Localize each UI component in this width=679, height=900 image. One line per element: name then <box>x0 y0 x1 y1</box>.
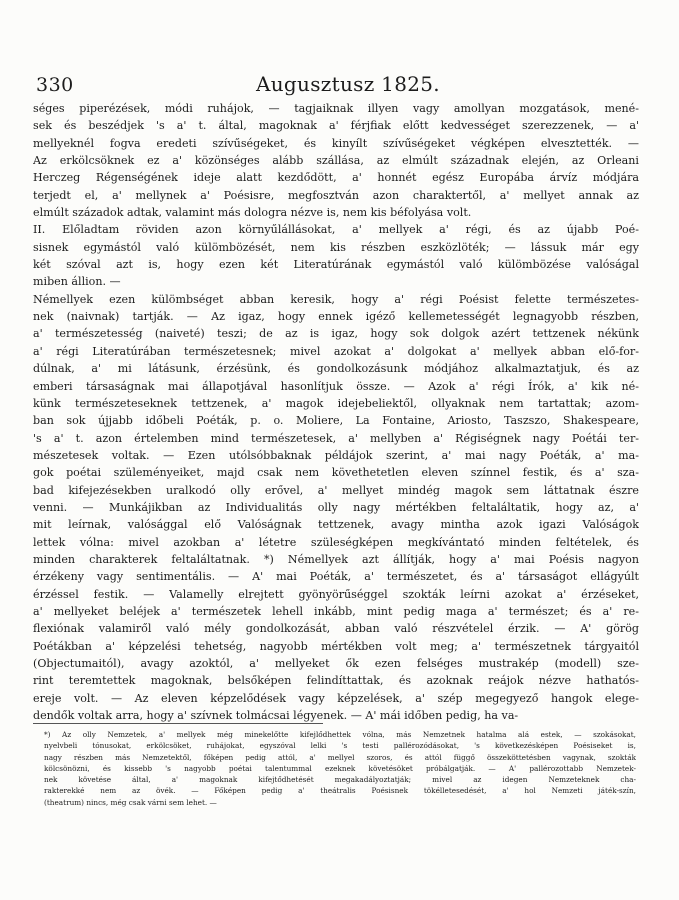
text-line: Poétákban a' képzelési tehetség, nagyobb mértékben volt meg; a' természetnek tárgyaitól <box>33 639 639 653</box>
text-line: a' természetesség (naiveté) teszi; de az is igaz, hogy sok dolgok azért tettzenek nékünk <box>33 327 639 341</box>
text-line: (Objectumaitól), avagy azoktól, a' mellyeket ők ezen felséges mustrakép (modell) sze- <box>33 657 639 670</box>
text-line: séges piperézések, módi ruhájok, — tagjaiknak illyen vagy amollyan mozgatások, mené- <box>33 102 639 115</box>
footnote-line: nyelvbeli tónusokat, erkölcsöket, ruhájokat, egyszóval lelki 's testi pallérozódásokat, 's következésképen Poésiseket is, <box>44 741 636 751</box>
footnote-line: nagy részben más Nemzetektől, főképen pedig attól, a' mellyel szoros, és attól függő összeköttetésben vagynak, szokták <box>44 752 636 762</box>
text-line: lettek vólna: mivel azokban a' létetre szüleségképen megkívántató minden feltételek, és <box>33 535 639 549</box>
text-line: mit leírnak, valósággal elő Valóságnak tettzenek, avagy mintha azok igazi Valóságok <box>33 518 639 532</box>
text-line: ban sok újjabb időbeli Poéták, p. o. Moliere, La Fontaine, Ariosto, Taszszo, Shakespeare, <box>33 414 639 428</box>
footnote-line: *) Az olly Nemzetek, a' mellyek még minekelőtte kifejlődhettek vólna, más Nemzetnek hatalma alá estek, — szokásokat, <box>44 730 636 739</box>
text-line: Herczeg Régenségének ideje alatt kezdődött, a' honnét egész Europába árvíz módjára <box>33 171 639 185</box>
text-line: mészetesek voltak. — Ezen utólsóbbaknak példájok szerint, a' mai nagy Poéták, a' ma- <box>33 448 639 462</box>
footnote-line: nek követése által, a' magoknak kifejtődhetését megakadályoztatják; mivel az idegen Nemzeteknek cha- <box>44 775 636 785</box>
text-line: sek és beszédjek 's a' t. által, magoknak a' férjfiak előtt kedvességet szerezzenek, — a' <box>33 119 639 133</box>
text-line: 's a' t. azon értelemben mind természetesek, a' mellyben a' Régiségnek nagy Poétái ter- <box>33 431 639 445</box>
text-line: érzékeny vagy sentimentális. — A' mai Poéták, a' természetet, és a' társaságot ellágyúlt <box>33 570 639 584</box>
text-line: terjedt el, a' mellynek a' Poésisre, megfosztván azon charaktertől, a' mellyet annak az <box>33 188 639 202</box>
text-line: dendők voltak arra, hogy a' szívnek tolmácsai légyenek. — A' mái időben pedig, ha va- <box>33 709 519 723</box>
footnote-line: rakterekké nem az övék. — Főképen pedig a' theátralis Poésisnek tökélletesedését, a' hol Nemzeti játék-szín, <box>44 786 636 796</box>
footnote-rule <box>33 723 323 724</box>
text-line: mellyeknél fogva eredeti szívűségeket, és kinyílt szívűségeket végképen elvesztették. — <box>33 136 639 150</box>
text-line: gok poétai szüleményeiket, majd csak nem követhetetlen eleven színnel festik, és a' sza- <box>33 466 639 480</box>
footnotes <box>44 729 636 808</box>
text-line: minden charakterek feltaláltatnak. *) Némellyek azt állítják, hogy a' mai Poésis nagyon <box>33 552 639 566</box>
text-line: elmúlt századok adtak, valamint más dologra nézve is, nem kis béfolyása volt. <box>33 206 472 220</box>
text-line: a' régi Literatúrában természetesnek; mivel azokat a' dolgokat a' mellyek abban elő-for- <box>33 344 639 358</box>
text-line: flexiónak valamiről való mély gondolkozását, abban való részvételel érzik. — A' görög <box>33 622 639 636</box>
footnote-line: kölcsönözni, és kissebb 's nagyobb poétai talentummal ezeknek követésöket próbálgatják. — A' pallérozottabb Nemzetek- <box>44 763 636 773</box>
running-title: Augusztusz 1825. <box>256 72 440 96</box>
page-header <box>34 74 634 98</box>
text-line: künk természeteseknek tettzenek, a' magok idejebeliektől, ollyaknak nem tartattak; azom- <box>33 396 639 410</box>
body-text <box>33 100 639 724</box>
footnote-line: (theatrum) nincs, még csak várni sem lehet. — <box>44 797 217 807</box>
text-line: venni. — Munkájikban az Individualitás olly nagy mértékben feltaláltatik, hogy az, a' <box>33 500 639 514</box>
text-line: nek (naivnak) tartják. — Az igaz, hogy ennek igéző kellemetességét legnagyobb részben, <box>33 310 639 324</box>
text-line: ereje volt. — Az eleven képzelődések vagy képzelések, a' szép megegyező hangok elege- <box>33 691 639 705</box>
text-line: emberi társaságnak mai állapotjával hasonlítjuk össze. — Azok a' régi Írók, a' kik né- <box>33 379 639 393</box>
text-line: a' mellyeket beléjek a' természetek lehell inkább, mint pedig maga a' természet; és a' re- <box>33 604 639 618</box>
text-line: Az erkölcsöknek ez a' közönséges alább szállása, az elmúlt századnak elején, az Orleani <box>33 154 639 168</box>
text-line: miben állion. — <box>33 275 121 289</box>
page-number: 330 <box>36 74 74 96</box>
text-line: II. Előladtam röviden azon környűlállásokat, a' mellyek a' régi, és az újabb Poé- <box>33 223 639 237</box>
text-line: rint teremtettek magoknak, belsőképen felindíttattak, és azoknak reájok nézve hathatós- <box>33 674 639 688</box>
text-line: bad kifejezésekben uralkodó olly erővel, a' mellyet mindég magok sem láttatnak észre <box>33 483 639 497</box>
text-line: sisnek egymástól való külömbözését, nem kis részben eszközlöték; — lássuk már egy <box>33 240 639 254</box>
text-line: érzéssel festik. — Valamelly elrejtett gyönyörűséggel szokták leírni azokat a' érzéseket, <box>33 587 639 601</box>
text-line: dúlnak, a' mi látásunk, érzésünk, és gondolkozásunk módjához alkalmaztatjuk, és az <box>33 362 639 376</box>
text-line: két szóval azt is, hogy ezen két Literatúrának egymástól való külömbözése valóságal <box>33 258 639 272</box>
text-line: Némellyek ezen külömbséget abban keresik, hogy a' régi Poésist felette természetes- <box>33 292 639 306</box>
